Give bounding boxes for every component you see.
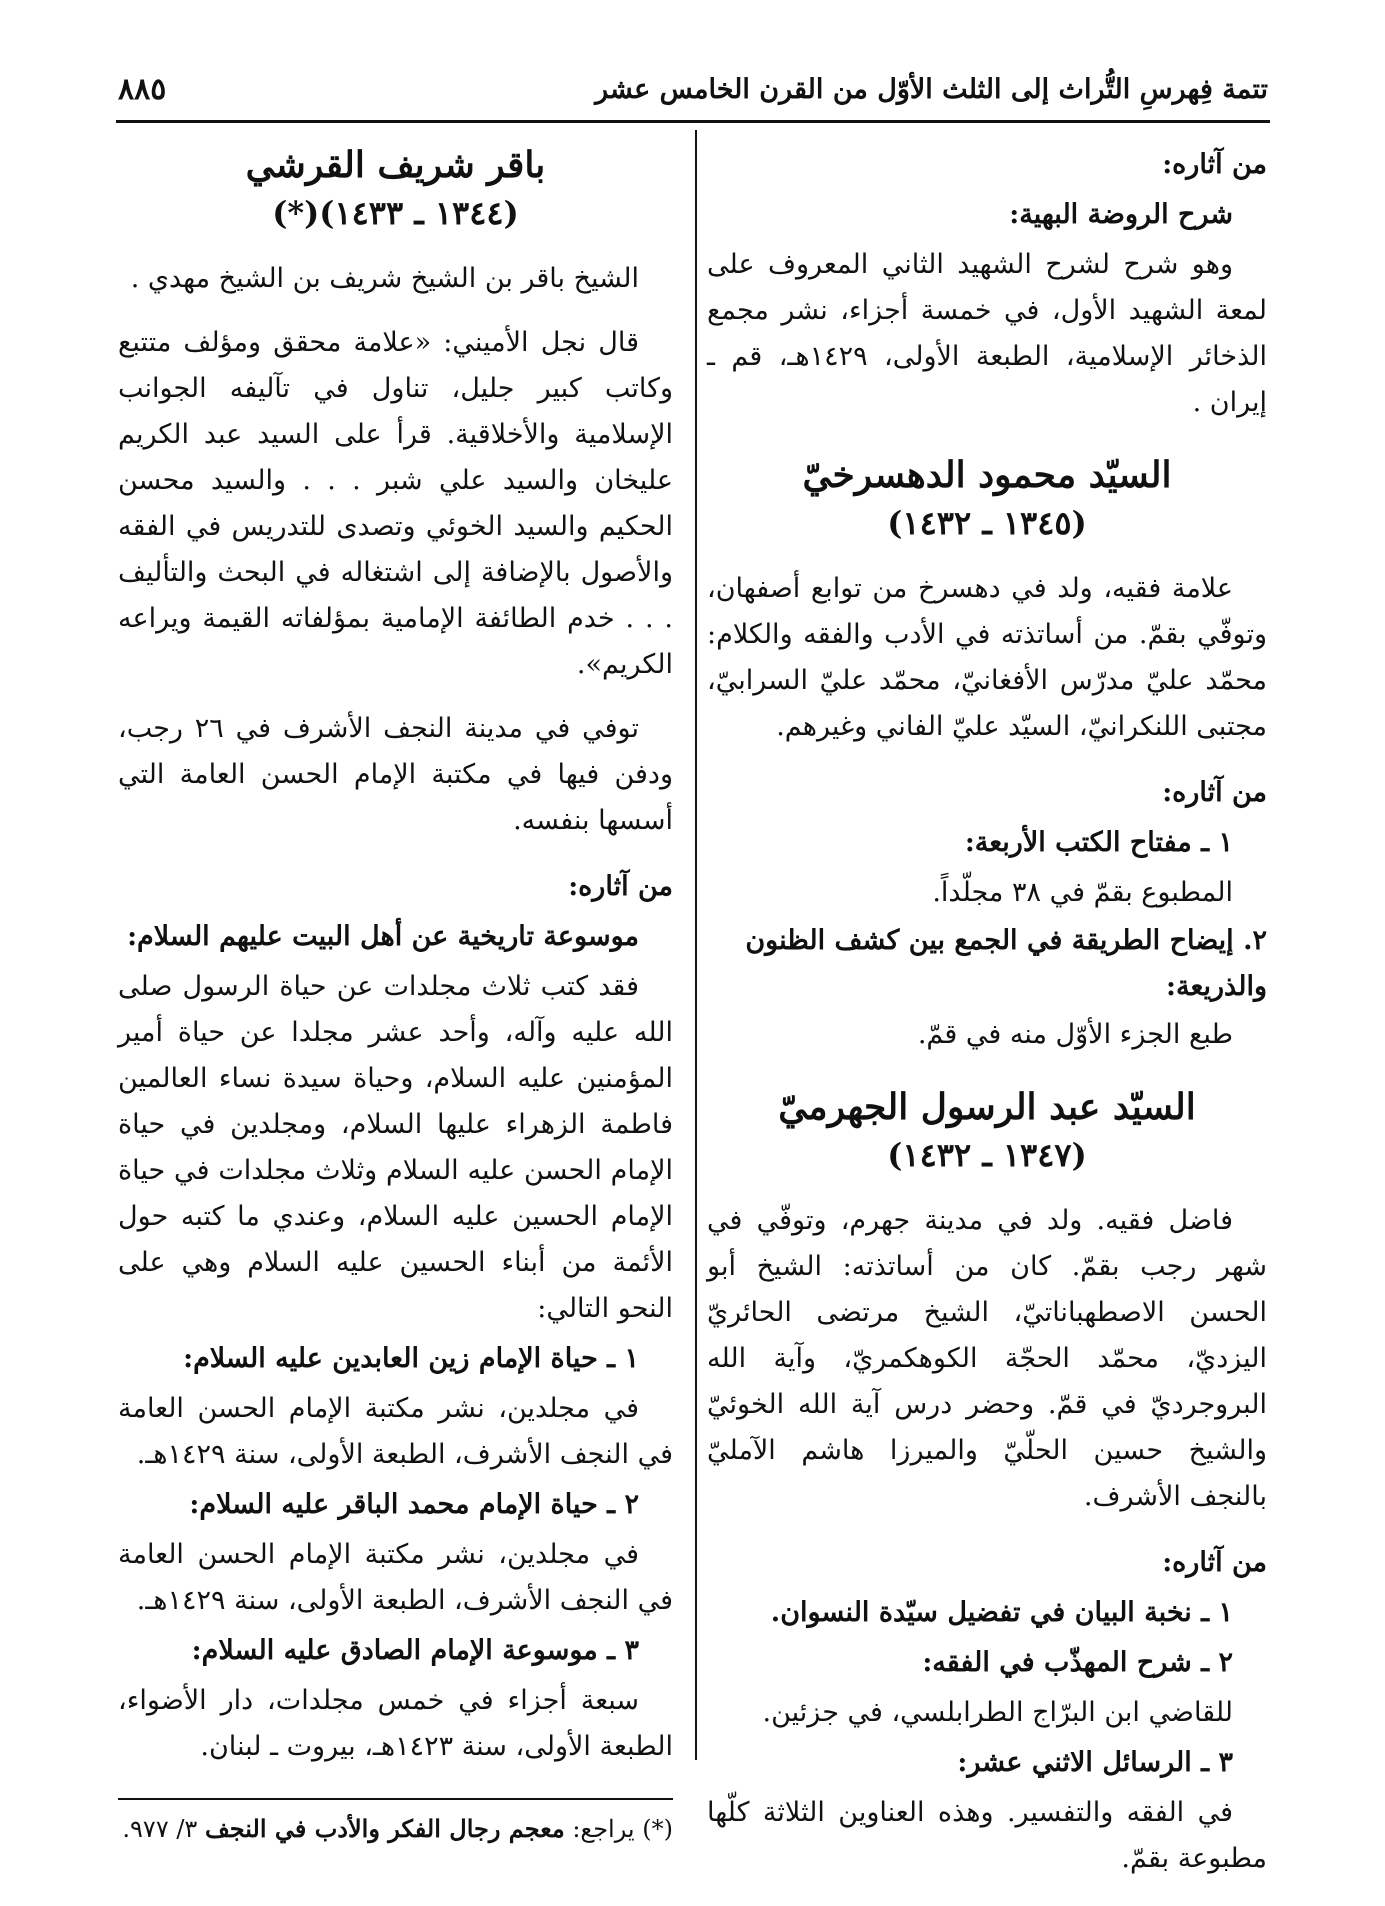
- footnote-source: معجم رجال الفكر والأدب في النجف: [204, 1814, 565, 1843]
- entry-name: السيّد عبد الرسول الجهرميّ: [778, 1086, 1196, 1128]
- page-number: ٨٨٥: [118, 72, 167, 107]
- works-label: من آثاره:: [1162, 777, 1267, 808]
- work-title: ٢ ـ شرح المهذّب في الفقه:: [922, 1647, 1233, 1678]
- entry-name: باقر شريف القرشي: [245, 144, 546, 186]
- work-title: ١ ـ حياة الإمام زين العابدين عليه السلام:: [183, 1343, 639, 1374]
- entry-dates: (١٣٤٥ ـ ١٤٣٢): [887, 504, 1087, 542]
- page-header: [118, 72, 1268, 118]
- work-title: ٢. إيضاح الطريقة في الجمع بين كشف الظنون والذريعة:: [745, 925, 1267, 1002]
- work-title: ٢ ـ حياة الإمام محمد الباقر عليه السلام:: [189, 1489, 639, 1520]
- footnote: [118, 1810, 673, 1848]
- entry-bio: فاضل فقيه. ولد في مدينة جهرم، وتوفّي في شهر رجب بقمّ. كان من أساتذته: الشيخ أبو الحسن الاصطهباناتيّ، الشيخ مرتضى الحائريّ اليزديّ، محمّد الحجّة الكوهكمريّ، وآية الله البروجرديّ في قمّ. وحضر درس آية الله الخوئيّ والشيخ حسين الحلّيّ والميرزا هاشم الآمليّ بالنجف الأشرف.: [707, 1205, 1267, 1512]
- left-column: [118, 140, 673, 1848]
- work-description: وهو شرح لشرح الشهيد الثاني المعروف على لمعة الشهيد الأول، في خمسة أجزاء، نشر مجمع الذخائر الإسلامية، الطبعة الأولى، ١٤٢٩هـ، قم ـ إيران .: [707, 249, 1267, 418]
- footnote-ref: ٣/ ٩٧٧.: [122, 1815, 198, 1843]
- work-description: في مجلدين، نشر مكتبة الإمام الحسن العامة في النجف الأشرف، الطبعة الأولى، سنة ١٤٢٩هـ.: [118, 1539, 673, 1616]
- footnote-rule: [118, 1798, 673, 1800]
- work-title: ٣ ـ الرسائل الاثني عشر:: [957, 1747, 1233, 1778]
- footnote-marker: (*): [642, 1815, 673, 1843]
- work-description: المطبوع بقمّ في ٣٨ مجلّداً.: [932, 877, 1233, 908]
- work-title: ١ ـ نخبة البيان في تفضيل سيّدة النسوان.: [770, 1597, 1233, 1628]
- running-title: تتمة فِهرسِ التُّراث إلى الثلث الأوّل من القرن الخامس عشر: [595, 74, 1268, 105]
- works-label: من آثاره:: [1162, 149, 1267, 180]
- work-description: طبع الجزء الأوّل منه في قمّ.: [917, 1019, 1233, 1050]
- entry-dates: (١٣٤٧ ـ ١٤٣٢): [887, 1136, 1087, 1174]
- work-description: في الفقه والتفسير. وهذه العناوين الثلاثة كلّها مطبوعة بقمّ.: [707, 1797, 1267, 1874]
- right-column: [707, 140, 1267, 1882]
- entry-paragraph: قال نجل الأميني: «علامة محقق ومؤلف متتبع وكاتب كبير جليل، تناول في تآليفه الجوانب الإسلامية والأخلاقية. قرأ على السيد عبد الكريم عليخان والسيد علي شبر . . . والسيد محسن الحكيم والسيد الخوئي وتصدى للتدريس في الفقه والأصول بالإضافة إلى اشتغاله في البحث والتأليف . . . خدم الطائفة الإمامية بمؤلفاته القيمة ويراعه الكريم».: [118, 327, 673, 680]
- entry-dates: (١٣٤٤ ـ ١٤٣٣)(*): [272, 194, 519, 232]
- work-description: سبعة أجزاء في خمس مجلدات، دار الأضواء، الطبعة الأولى، سنة ١٤٢٣هـ، بيروت ـ لبنان.: [118, 1685, 673, 1762]
- works-label: من آثاره:: [1162, 1547, 1267, 1578]
- footnote-prefix: يراجع:: [572, 1815, 635, 1843]
- entry-bio: علامة فقيه، ولد في دهسرخ من توابع أصفهان، وتوفّي بقمّ. من أساتذته في الأدب والفقه والكلام: محمّد عليّ مدرّس الأفغانيّ، محمّد عليّ السرابيّ، مجتبى اللنكرانيّ، السيّد عليّ الفاني وغيرهم.: [707, 573, 1267, 742]
- work-title: ١ ـ مفتاح الكتب الأربعة:: [964, 827, 1233, 858]
- work-description: في مجلدين، نشر مكتبة الإمام الحسن العامة في النجف الأشرف، الطبعة الأولى، سنة ١٤٢٩هـ.: [118, 1393, 673, 1470]
- works-label: من آثاره:: [568, 871, 673, 902]
- work-description: فقد كتب ثلاث مجلدات عن حياة الرسول صلى الله عليه وآله، وأحد عشر مجلدا عن حياة أمير المؤمنين عليه السلام، وحياة سيدة نساء العالمين فاطمة الزهراء عليها السلام، ومجلدين في حياة الإمام الحسن عليه السلام وثلاث مجلدات في حياة الإمام الحسين عليه السلام، وعندي ما كتبه حول الأئمة من أبناء الحسين عليه السلام وهي على النحو التالي:: [118, 971, 673, 1324]
- column-divider: [695, 130, 697, 1760]
- entry-paragraph: توفي في مدينة النجف الأشرف في ٢٦ رجب، ودفن فيها في مكتبة الإمام الحسن العامة التي أسسها بنفسه.: [118, 713, 673, 836]
- entry-paragraph: الشيخ باقر بن الشيخ شريف بن الشيخ مهدي .: [130, 263, 639, 294]
- work-title: موسوعة تاريخية عن أهل البيت عليهم السلام:: [127, 921, 639, 952]
- work-description: للقاضي ابن البرّاج الطرابلسي، في جزئين.: [762, 1697, 1233, 1728]
- work-title: شرح الروضة البهية:: [1009, 199, 1233, 230]
- work-title: ٣ ـ موسوعة الإمام الصادق عليه السلام:: [191, 1635, 639, 1666]
- header-rule: [116, 120, 1270, 123]
- entry-name: السيّد محمود الدهسرخيّ: [802, 454, 1172, 496]
